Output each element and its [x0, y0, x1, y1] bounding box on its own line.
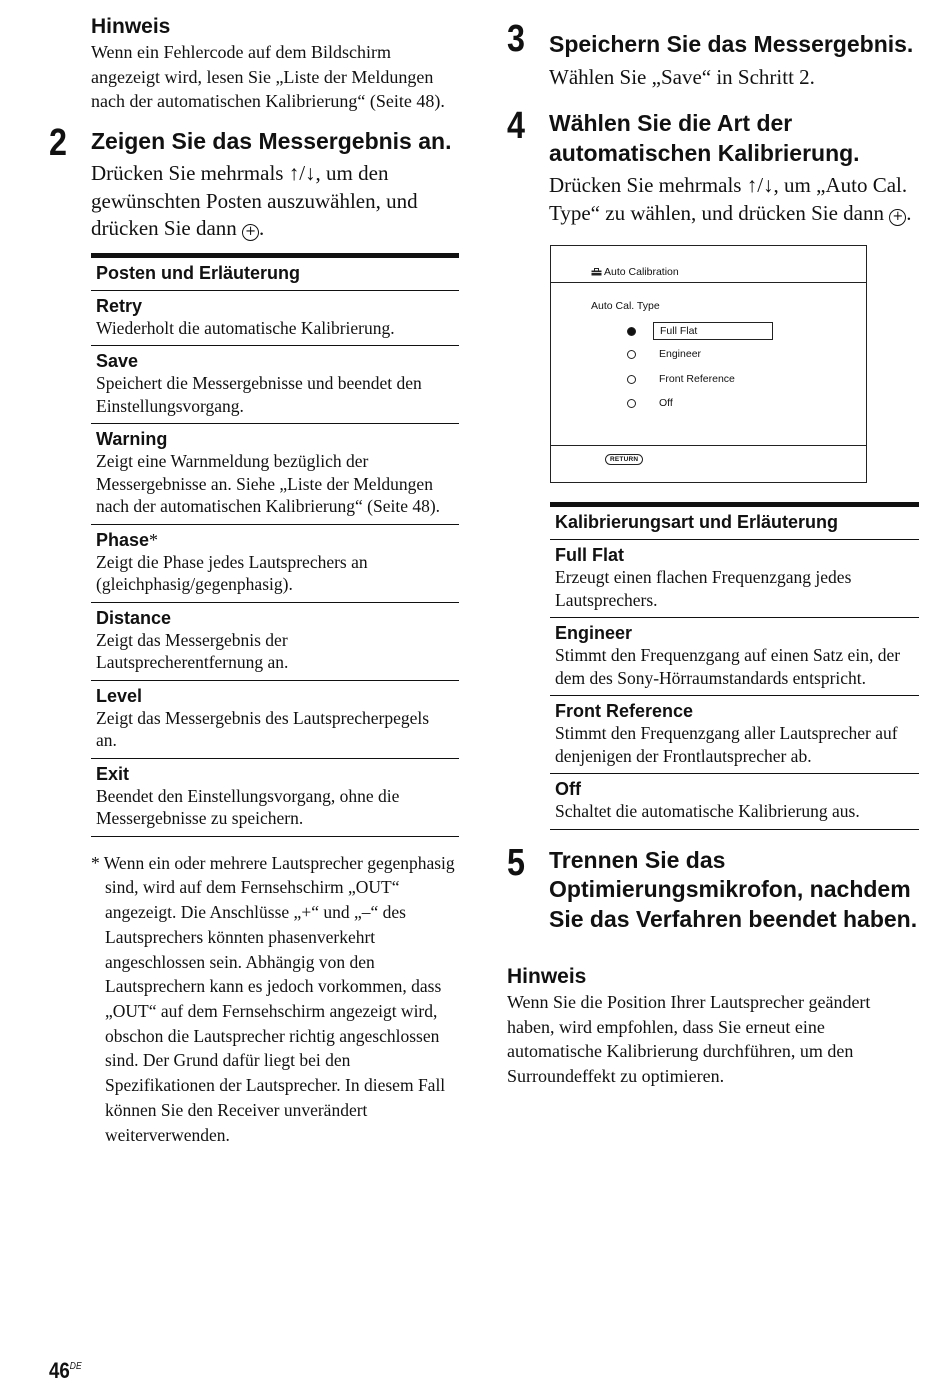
item-term: Distance: [96, 607, 172, 628]
table-row: [91, 758, 459, 836]
option-off[interactable]: Off: [627, 395, 679, 411]
item-description: Beendet den Einstellungsvorgang, ohne die Messergebnisse zu speichern.: [96, 785, 400, 829]
item-term: Off: [555, 779, 581, 799]
table-row: [91, 424, 459, 525]
radio-icon: [627, 350, 636, 359]
step-title: Wählen Sie die Art der automatischen Kalibrierung.: [549, 110, 860, 166]
table-row: [550, 540, 919, 618]
step-number: 2: [49, 121, 67, 164]
step-number: 4: [507, 105, 525, 147]
right-column: [507, 18, 919, 1088]
item-description: Zeigt das Messergebnis der Lautsprecherentfernung an.: [96, 629, 289, 673]
item-term: Exit: [96, 763, 130, 784]
up-down-arrow-icon: ↑/↓: [746, 173, 774, 197]
item-description: Stimmt den Frequenzgang auf einen Satz ein, der dem des Sony-Hörraumstandards entspricht.: [555, 645, 901, 688]
table-row: [550, 618, 919, 696]
radio-icon: [627, 399, 636, 408]
item-term: Level: [96, 685, 143, 706]
calibration-types-table: [550, 502, 919, 830]
radio-selected-icon: [627, 327, 636, 336]
footnote-mark: *: [149, 529, 159, 550]
item-description: Speichert die Messergebnisse und beendet den Einstellungsvorgang.: [96, 373, 422, 416]
step-instructions: Drücken Sie mehrmals ↑/↓, um „Auto Cal. Type“ zu wählen, und drücken Sie dann + .: [549, 173, 912, 225]
item-term: Save: [96, 351, 139, 372]
items-table: [91, 253, 459, 837]
item-term: Front Reference: [555, 701, 694, 721]
option-engineer[interactable]: Engineer: [627, 346, 707, 362]
auto-cal-type-label: Auto Cal. Type: [591, 300, 660, 312]
item-description: Zeigt die Phase jedes Lautsprechers an (gleichphasig/gegenphasig).: [96, 551, 368, 595]
table-row: [91, 290, 459, 346]
note-title: Hinweis: [91, 15, 171, 38]
screen-title: Auto Calibration: [591, 266, 679, 278]
return-button[interactable]: RETURN: [605, 454, 643, 465]
item-description: Stimmt den Frequenzgang aller Lautsprecher auf denjenigen der Frontlautsprecher ab.: [555, 723, 898, 766]
item-description: Erzeugt einen flachen Frequenzgang jedes Lautsprechers.: [555, 567, 852, 610]
enter-button-icon: +: [889, 209, 906, 226]
radio-icon: [627, 375, 636, 384]
step-title: Speichern Sie das Messergebnis.: [549, 31, 914, 57]
table-row: [91, 602, 459, 680]
up-down-arrow-icon: ↑/↓: [288, 161, 316, 186]
screen-header: [551, 246, 866, 283]
note-block: [507, 964, 919, 1088]
table-row: [550, 696, 919, 774]
table-row: [91, 346, 459, 424]
screen-footer: [551, 445, 866, 482]
item-description: Zeigt das Messergebnis des Lautsprecherpegels an.: [96, 707, 430, 751]
item-term: Retry: [96, 295, 143, 316]
step-instructions: Wählen Sie „Save“ in Schritt 2.: [549, 64, 815, 89]
enter-button-icon: +: [242, 224, 259, 241]
step-3: [507, 18, 919, 91]
option-front-reference[interactable]: Front Reference: [627, 371, 741, 387]
item-term: Warning: [96, 429, 168, 450]
note-block: [91, 14, 459, 114]
auto-calibration-screen: [550, 245, 867, 483]
item-description: Schaltet die automatische Kalibrierung aus.: [555, 801, 860, 821]
step-number: 5: [507, 841, 525, 884]
table-row: [550, 774, 919, 830]
item-term: Full Flat: [555, 545, 624, 565]
footnote: * Wenn ein oder mehrere Lautsprecher gegenphasig sind, wird auf dem Fernsehschirm „OUT“ angezeigt. Die Anschlüsse „+“ und „–“ des Lautsprechers könnten phasenverkehrt angeschlossen sein. Abhängig von den Lautsprechern kann es jedoch vorkommen, dass „OUT“ auf dem Fernsehschirm angezeigt wird, obschon die Lautsprecher richtig angeschlossen sind. Der Grund dafür liegt bei den Spezifikationen der Lautsprecher. In diesem Fall können Sie den Receiver unverändert weiterverwenden.: [91, 852, 455, 1145]
option-full-flat[interactable]: Full Flat: [627, 322, 773, 338]
step-instructions: Drücken Sie mehrmals ↑/↓, um den gewünschten Posten auszuwählen, und drücken Sie dann + .: [91, 161, 418, 241]
note-title: Hinweis: [507, 965, 587, 988]
note-body: Wenn ein Fehlercode auf dem Bildschirm angezeigt wird, lesen Sie „Liste der Meldungen nach der automatischen Kalibrierung“ (Seite 48).: [91, 42, 445, 112]
item-description: Zeigt eine Warnmeldung bezüglich der Messergebnisse an. Siehe „Liste der Meldungen nach der automatischen Kalibrierung“ (Seite 48).: [96, 451, 441, 517]
step-4: [507, 105, 919, 227]
step-number: 3: [507, 18, 525, 60]
item-description: Wiederholt die automatische Kalibrierung.: [96, 317, 395, 338]
step-5: [507, 841, 919, 935]
table-header: Posten und Erläuterung: [91, 255, 459, 290]
table-row: [91, 680, 459, 758]
page-number: 46DE: [49, 1358, 82, 1383]
table-row: [91, 524, 459, 602]
language-code: DE: [69, 1361, 82, 1372]
left-column: [49, 14, 459, 1147]
step-title: Zeigen Sie das Messergebnis an.: [91, 127, 452, 154]
table-header: Kalibrierungsart und Erläuterung: [550, 505, 919, 540]
item-term: Phase*: [96, 529, 159, 550]
item-term: Engineer: [555, 623, 633, 643]
toolbox-icon: [591, 268, 602, 276]
step-2: [49, 121, 459, 243]
note-body: Wenn Sie die Position Ihrer Lautsprecher geändert haben, wird empfohlen, dass Sie erneut eine automatische Kalibrierung durchführen, um den Surroundeffekt zu optimieren.: [507, 992, 871, 1086]
step-title: Trennen Sie das Optimierungsmikrofon, nachdem Sie das Verfahren beendet haben.: [549, 846, 918, 932]
